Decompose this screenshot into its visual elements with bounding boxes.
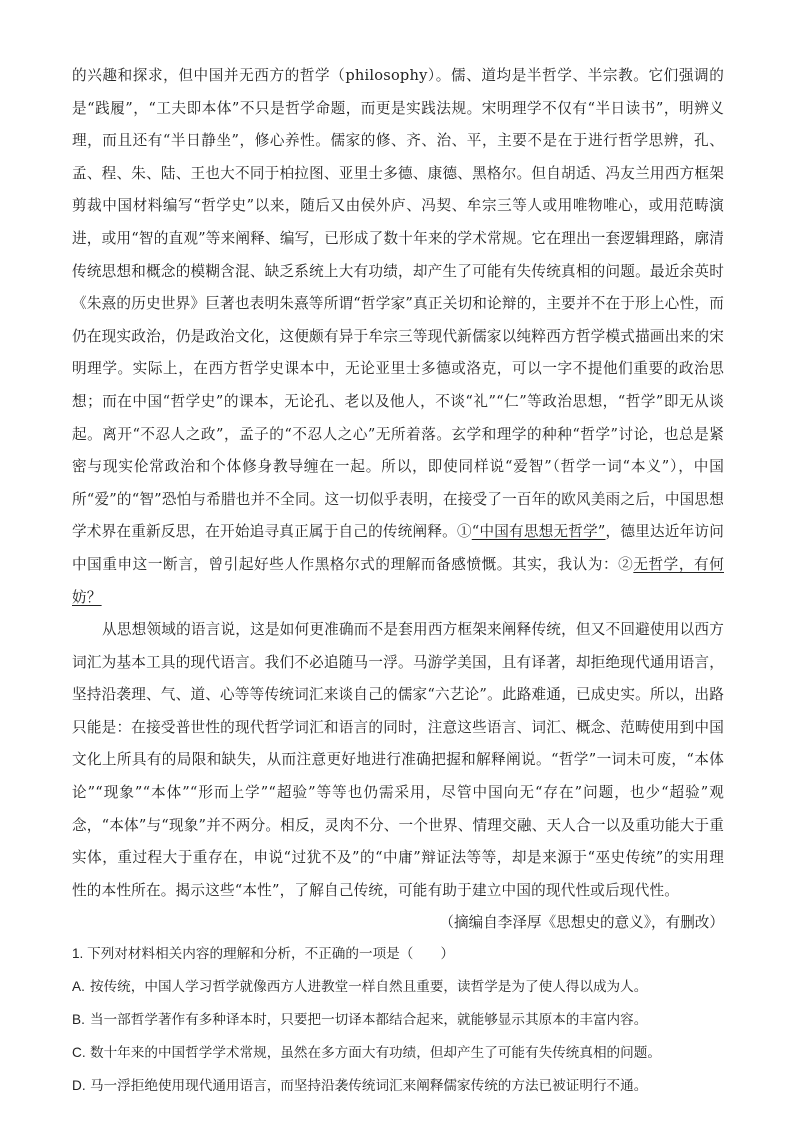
paragraph-1-text-a: 的兴趣和探求，但中国并无西方的哲学（philosophy）。儒、道均是半哲学、半宗教。它们强调的是“践履”，“工夫即本体”不只是哲学命题，而更是实践法规。宋明理学不仅有“半日读书”，明辨义理，而且还有“半日静坐”，修心养性。儒家的修、齐、治、平，主要不是在于进行哲学思辨，孔、孟、程、朱、陆、王也大不同于柏拉图、亚里士多德、康德、黑格尔。但自胡适、冯友兰用西方框架剪裁中国材料编写“哲学史”以来，随后又由侯外庐、冯契、牟宗三等人或用唯物唯心，或用范畴演进，或用“智的直观”等来阐释、编写，已形成了数十年来的学术常规。它在理出一套逻辑理路，廓清传统思想和概念的模糊含混、缺乏系统上大有功绩，却产生了可能有失传统真相的问题。最近余英时《朱熹的历史世界》巨著也表明朱熹等所谓“哲学家”真正关切和论辩的，主要并不在于形上心性，而仍在现实政治，仍是政治文化，这便颇有异于牟宗三等现代新儒家以纯粹西方哲学模式描画出来的宋明理学。实际上，在西方哲学史课本中，无论亚里士多德或洛克，可以一字不提他们重要的政治思想；而在中国“哲学史”的课本，无论孔、老以及他人，不谈“礼”“仁”等政治思想，“哲学”即无从谈起。离开“不忍人之政”，孟子的“不忍人之心”无所着落。玄学和理学的种种“哲学”讨论，也总是紧密与现实伦常政治和个体修身教导缠在一起。所以，即使同样说“爱智”（哲学一词“本义”），中国所“爱”的“智”恐怕与希腊也并不全同。这一切似乎表明，在接受了一百年的欧风美雨之后，中国思想学术界在重新反思，在开始追寻真正属于自己的传统阐释。: [72, 67, 724, 541]
option-a-letter: A.: [72, 979, 85, 995]
document-page: [72, 60, 724, 1096]
question-block: [72, 944, 724, 1096]
option-b[interactable]: [72, 1010, 724, 1030]
option-b-text: 当一部哲学著作有多种译本时，只要把一切译本都结合起来，就能够显示其原本的丰富内容。: [90, 1012, 648, 1028]
option-d-letter: D.: [72, 1078, 86, 1094]
paragraph-1-text-b: ，德里达近年访问中国重申这一断言，曾引起好些人作黑格尔式的理解而备感愤慨。其实，我认为：: [72, 523, 724, 573]
source-citation: （摘编自李泽厚《思想史的意义》，有删改）: [439, 914, 724, 932]
marker-1: ①: [456, 523, 472, 541]
option-d[interactable]: [72, 1076, 724, 1096]
marker-2: ②: [618, 555, 634, 573]
question-stem: 1. 下列对材料相关内容的理解和分析，不正确的一项是（ ）: [72, 946, 455, 962]
paragraph-2-text: 从思想领域的语言说，这是如何更准确而不是套用西方框架来阐释传统，但又不回避使用以西方词汇为基本工具的现代语言。我们不必追随马一浮。马游学美国，且有译著，却拒绝现代通用语言，坚持沿袭理、气、道、心等等传统词汇来谈自己的儒家“六艺论”。此路难通，已成史实。所以，出路只能是：在接受普世性的现代哲学词汇和语言的同时，注意这些语言、词汇、概念、范畴使用到中国文化上所具有的局限和缺失，从而注意更好地进行准确把握和解释阐说。“哲学”一词未可废，“本体论”“现象”“本体”“形而上学”“超验”等等也仍需采用，尽管中国向无“存在”问题，也少“超验”观念，“本体”与“现象”并不两分。相反，灵肉不分、一个世界、情理交融、天人合一以及重功能大于重实体，重过程大于重存在，申说“过犹不及”的“中庸”辩证法等等，却是来源于“巫史传统”的实用理性的本性所在。揭示这些“本性”，了解自己传统，可能有助于建立中国的现代性或后现代性。: [72, 621, 724, 899]
option-c[interactable]: [72, 1043, 724, 1063]
underlined-phrase-1: “中国有思想无哲学”: [471, 523, 606, 541]
option-b-letter: B.: [72, 1012, 85, 1028]
option-c-text: 数十年来的中国哲学学术常规，虽然在多方面大有功绩，但却产生了可能有失传统真相的问题。: [90, 1045, 661, 1061]
underlined-phrase-2: 无哲学，有何妨？: [72, 555, 724, 606]
option-d-text: 马一浮拒绝使用现代通用语言，而坚持沿袭传统词汇来阐释儒家传统的方法已被证明行不通。: [90, 1078, 648, 1094]
option-a[interactable]: [72, 977, 724, 997]
passage-paragraph-2: [72, 614, 724, 907]
option-a-text: 按传统，中国人学习哲学就像西方人进教堂一样自然且重要，读哲学是为了使人得以成为人。: [90, 979, 648, 995]
passage-paragraph-1: [72, 60, 724, 614]
option-c-letter: C.: [72, 1045, 86, 1061]
